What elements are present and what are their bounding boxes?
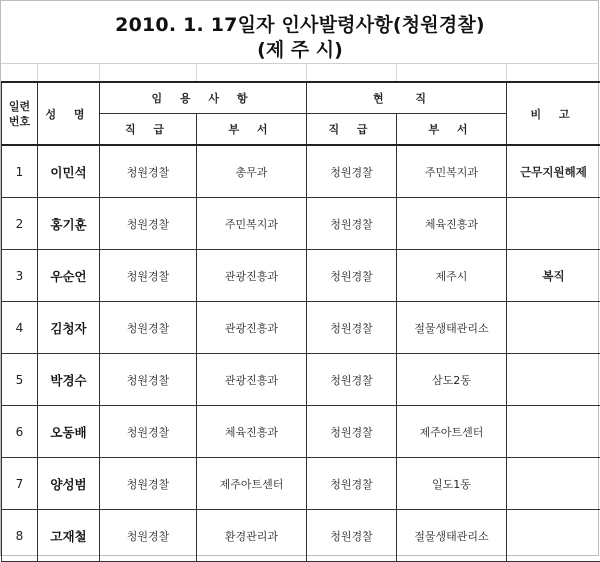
table-row xyxy=(2,510,600,562)
cell-current-dept: 제주아트센터 xyxy=(397,406,507,458)
cell-appoint-rank: 청원경찰 xyxy=(100,458,197,510)
cell-note xyxy=(507,406,600,458)
cell-note xyxy=(507,354,600,406)
table-row xyxy=(2,250,600,302)
cell-current-dept: 체육진흥과 xyxy=(397,198,507,250)
table-row xyxy=(2,302,600,354)
header-note: 비 고 xyxy=(507,82,600,145)
cell-name: 이민석 xyxy=(38,145,100,198)
cell-current-dept: 절물생태관리소 xyxy=(397,510,507,562)
spacer-divider xyxy=(396,64,397,82)
header-appoint-dept: 부 서 xyxy=(197,114,307,146)
cell-note: 근무지원해제 xyxy=(507,145,600,198)
cell-appoint-rank: 청원경찰 xyxy=(100,250,197,302)
cell-seq: 1 xyxy=(2,145,38,198)
cell-name: 고재철 xyxy=(38,510,100,562)
cell-current-rank: 청원경찰 xyxy=(307,406,397,458)
cell-current-rank: 청원경찰 xyxy=(307,354,397,406)
cell-seq: 5 xyxy=(2,354,38,406)
table-row xyxy=(2,145,600,198)
cell-appoint-rank: 청원경찰 xyxy=(100,354,197,406)
cell-current-dept: 삼도2동 xyxy=(397,354,507,406)
header-name: 성 명 xyxy=(38,82,100,145)
table-row xyxy=(2,406,600,458)
cell-appoint-dept: 총무과 xyxy=(197,145,307,198)
spacer-divider xyxy=(506,64,507,82)
cell-name: 박경수 xyxy=(38,354,100,406)
cell-appoint-dept: 제주아트센터 xyxy=(197,458,307,510)
cell-appoint-dept: 관광진흥과 xyxy=(197,302,307,354)
header-current-group: 현 직 xyxy=(307,82,507,114)
table-row xyxy=(2,354,600,406)
spacer-divider xyxy=(196,64,197,82)
cell-seq: 2 xyxy=(2,198,38,250)
cell-appoint-dept: 주민복지과 xyxy=(197,198,307,250)
cell-name: 양성범 xyxy=(38,458,100,510)
spacer-row xyxy=(1,63,599,82)
header-current-rank: 직 급 xyxy=(307,114,397,146)
header-seq-line1: 일련 xyxy=(9,100,30,113)
cell-appoint-rank: 청원경찰 xyxy=(100,302,197,354)
cell-appoint-dept: 관광진흥과 xyxy=(197,354,307,406)
header-current-dept: 부 서 xyxy=(397,114,507,146)
header-appointment-group: 임 용 사 항 xyxy=(100,82,307,114)
cell-appoint-dept: 체육진흥과 xyxy=(197,406,307,458)
cell-name: 오동배 xyxy=(38,406,100,458)
header-seq xyxy=(2,82,38,145)
cell-current-rank: 청원경찰 xyxy=(307,302,397,354)
cell-note xyxy=(507,198,600,250)
cell-appoint-dept: 관광진흥과 xyxy=(197,250,307,302)
cell-current-rank: 청원경찰 xyxy=(307,198,397,250)
spacer-divider xyxy=(306,64,307,82)
cell-seq: 6 xyxy=(2,406,38,458)
header-seq-line2: 번호 xyxy=(9,115,30,128)
cell-current-dept: 일도1동 xyxy=(397,458,507,510)
document-title: 2010. 1. 17일자 인사발령사항(청원경찰) xyxy=(1,10,599,37)
cell-name: 김청자 xyxy=(38,302,100,354)
spacer-divider xyxy=(37,64,38,82)
header-appoint-rank: 직 급 xyxy=(100,114,197,146)
cell-current-rank: 청원경찰 xyxy=(307,145,397,198)
cell-seq: 3 xyxy=(2,250,38,302)
cell-seq: 8 xyxy=(2,510,38,562)
personnel-table xyxy=(1,81,600,562)
cell-current-rank: 청원경찰 xyxy=(307,458,397,510)
title-block xyxy=(1,1,599,63)
table-row xyxy=(2,198,600,250)
cell-appoint-rank: 청원경찰 xyxy=(100,145,197,198)
cell-appoint-dept: 환경관리과 xyxy=(197,510,307,562)
cell-note xyxy=(507,510,600,562)
cell-current-rank: 청원경찰 xyxy=(307,250,397,302)
table-row xyxy=(2,458,600,510)
cell-name: 우순언 xyxy=(38,250,100,302)
document-subtitle: (제 주 시) xyxy=(1,35,599,62)
cell-current-dept: 절물생태관리소 xyxy=(397,302,507,354)
cell-seq: 7 xyxy=(2,458,38,510)
cell-current-rank: 청원경찰 xyxy=(307,510,397,562)
cell-note: 복직 xyxy=(507,250,600,302)
cell-appoint-rank: 청원경찰 xyxy=(100,198,197,250)
cell-name: 홍기훈 xyxy=(38,198,100,250)
cell-seq: 4 xyxy=(2,302,38,354)
cell-current-dept: 주민복지과 xyxy=(397,145,507,198)
cell-current-dept: 제주시 xyxy=(397,250,507,302)
cell-appoint-rank: 청원경찰 xyxy=(100,510,197,562)
cell-note xyxy=(507,458,600,510)
cell-note xyxy=(507,302,600,354)
cell-appoint-rank: 청원경찰 xyxy=(100,406,197,458)
spacer-divider xyxy=(99,64,100,82)
